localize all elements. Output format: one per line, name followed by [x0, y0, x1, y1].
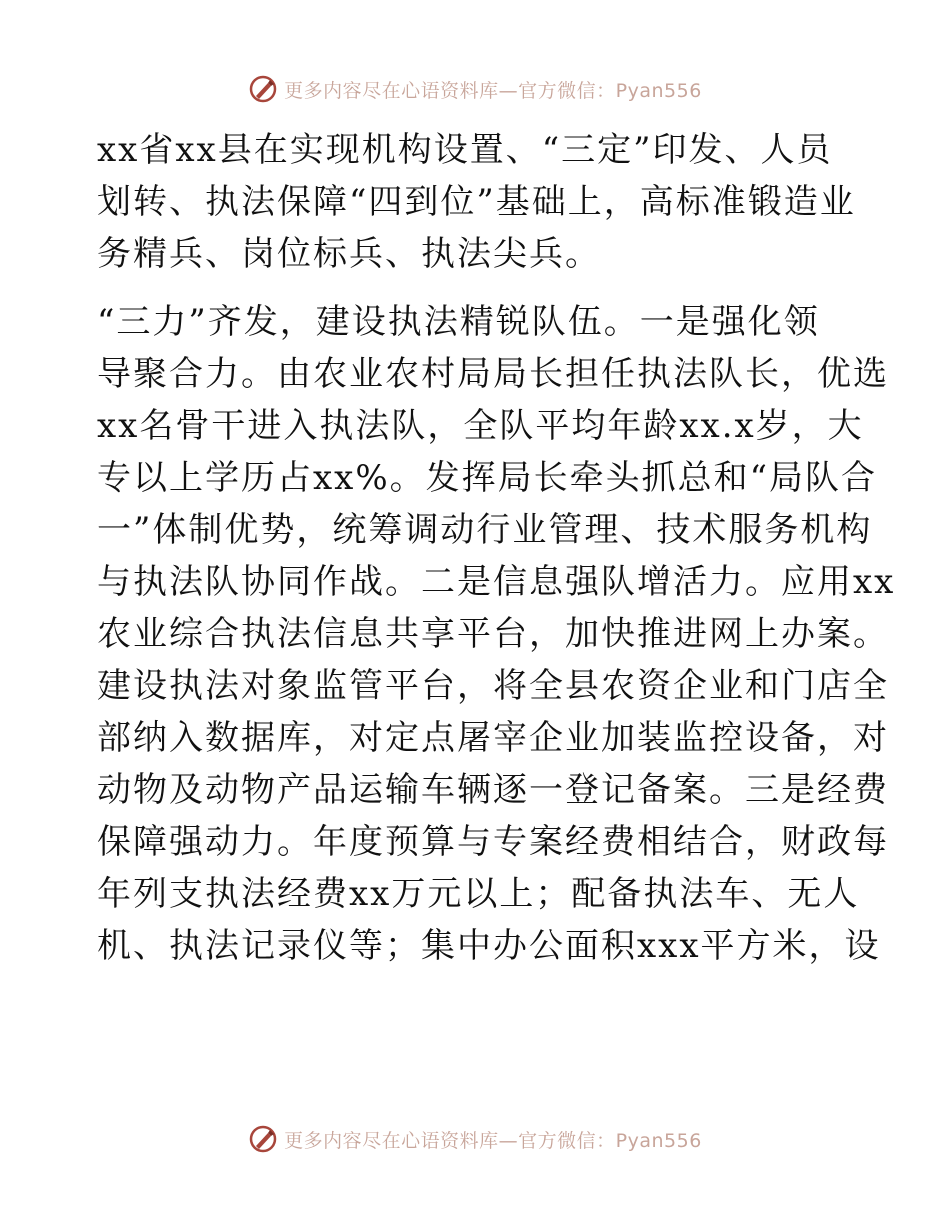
paragraph-1 [97, 124, 857, 280]
paragraph-2 [97, 296, 896, 972]
text-line: 机、执法记录仪等；集中办公面积xxx平方米，设 [97, 926, 881, 966]
watermark-text: 更多内容尽在心语资料库—官方微信：Pyan556 [284, 1129, 702, 1152]
paragraph-gap [97, 280, 857, 296]
text-line: 与执法队协同作战。二是信息强队增活力。应用xx [97, 562, 896, 602]
text-line: 年列支执法经费xx万元以上；配备执法车、无人 [97, 874, 860, 914]
text-line: 建设执法对象监管平台，将全县农资企业和门店全 [97, 666, 889, 706]
text-line: xx名骨干进入执法队，全队平均年龄xx.x岁，大 [97, 406, 864, 446]
text-line: 农业综合执法信息共享平台，加快推进网上办案。 [97, 614, 889, 654]
watermark-header [0, 74, 950, 104]
watermark-footer [0, 1124, 950, 1154]
pen-circle-logo-icon [248, 74, 278, 104]
document-body [97, 124, 896, 972]
watermark-text: 更多内容尽在心语资料库—官方微信：Pyan556 [284, 79, 702, 102]
text-line: 专以上学历占xx%。发挥局长牵头抓总和“局队合 [97, 458, 878, 498]
text-line: 部纳入数据库，对定点屠宰企业加装监控设备，对 [97, 718, 889, 758]
text-line: 务精兵、岗位标兵、执法尖兵。 [97, 234, 601, 274]
text-line: 动物及动物产品运输车辆逐一登记备案。三是经费 [97, 770, 889, 810]
text-line: “三力”齐发，建设执法精锐队伍。一是强化领 [97, 302, 820, 342]
text-line: 导聚合力。由农业农村局局长担任执法队长，优选 [97, 354, 889, 394]
text-line: 划转、执法保障“四到位”基础上，高标准锻造业 [97, 182, 856, 222]
pen-circle-logo-icon [248, 1124, 278, 1154]
text-line: 保障强动力。年度预算与专案经费相结合，财政每 [97, 822, 889, 862]
text-line: 一”体制优势，统筹调动行业管理、技术服务机构 [97, 510, 873, 550]
text-line: xx省xx县在实现机构设置、“三定”印发、人员 [97, 130, 833, 170]
